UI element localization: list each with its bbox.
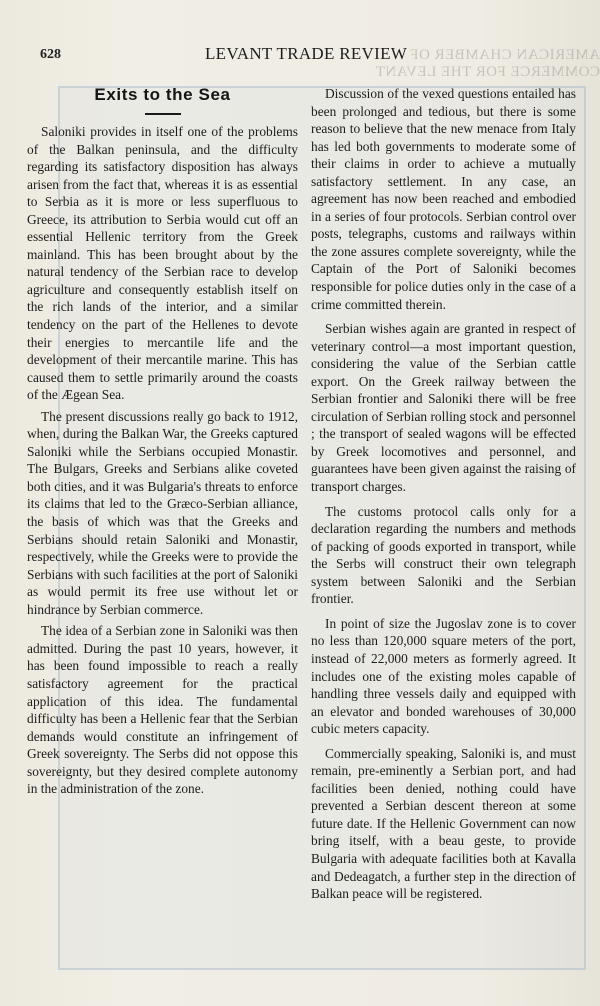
- paragraph: Commercially speaking, Saloniki is, and must remain, pre-eminently a Serbian port, and had facilities been denied, nothing could have prevented a Serbian descent thereon at some future date. If the Hellenic Government can now bring itself, with a beau geste, to provide Bulgaria with adequate facilities both at Kavalla and Dedeagatch, a further step in the direction of Balkan peace will be registered.: [311, 745, 576, 902]
- paragraph: Discussion of the vexed questions entailed has been prolonged and tedious, but there is some reason to believe that the new menace from Italy has led both governments to moderate some of their claims in order to achieve a mutually satisfactory settlement. In any case, an agreement has now been reached and embodied in a series of four protocols. Serbian control over posts, telegraphs, customs and railways within the zone assures complete sovereignty, while the Captain of the Port of Saloniki becomes responsible for police duties only in the case of a crime committed therein.: [311, 86, 576, 312]
- right-column: [311, 85, 576, 903]
- page-number: 628: [40, 47, 61, 62]
- article-title: Exits to the Sea: [94, 85, 231, 104]
- paragraph: The customs protocol calls only for a declaration regarding the numbers and methods of packing of goods exported in transport, while the Serbs will construct their own telegraph system between Saloniki and the Serbian frontier.: [311, 503, 576, 607]
- paragraph: Serbian wishes again are granted in respect of veterinary control—a most important question, considering the value of the Serbian cattle export. On the Greek railway between the Serbian frontier and Saloniki there will be free circulation of Serbian rolling stock and personnel ; the transport of sealed wagons will be effected by Greek locomotives and personnel, and guarantees have been given against the raising of transport charges.: [311, 321, 576, 495]
- paragraph: In point of size the Jugoslav zone is to cover no less than 120,000 square meters of the port, instead of 22,000 meters as formerly agreed. It includes one of the existing moles capable of handling three vessels daily and equipped with an elevator and bonded warehouses of 30,000 cubic meters capacity.: [311, 615, 576, 737]
- bleed-through-header: AMERICAN CHAMBER OF COMMERCE FOR THE LEVANT: [375, 47, 600, 80]
- paragraph: Saloniki provides in itself one of the problems of the Balkan peninsula, and the difficulty regarding its satisfactory disposition has always arisen from the fact that, whereas it is as essential to Serbia as it is more or less superfluous to Greece, its attribution to Serbia would cut off an essential Hellenic territory from the Greek mainland. This has been brought about by the natural tendency of the Serbian race to develop agriculture and consequently establish itself on the rich lands of the interior, and a similar tendency on the part of the Hellenes to devote their energies to mercantile life and the development of their mercantile marine. This has caused them to settle primarily around the coasts of the Ægean Sea.: [27, 124, 298, 403]
- paragraph: The idea of a Serbian zone in Saloniki was then admitted. During the past 10 years, however, it has been found impossible to reach a really satisfactory agreement for the practical application of this idea. The fundamental difficulty has been a Hellenic fear that the Serbian demands would constitute an infringement of Greek sovereignty. The Serbs did not oppose this sovereignty, but they desired complete autonomy in the administration of the zone.: [27, 623, 298, 797]
- paragraph: The present discussions really go back to 1912, when, during the Balkan War, the Greeks captured Saloniki while the Serbians occupied Monastir. The Bulgars, Greeks and Serbians alike coveted both cities, and it was Bulgaria's threats to enforce its claims that led to the Græco-Serbian alliance, the basis of which was that the Greeks and Serbians should retain Saloniki and Monastir, respectively, while the Greeks were to provide the Serbians with such facilities at the port of Saloniki as would permit its free use without let or hindrance by Serbian commerce.: [27, 408, 298, 617]
- journal-title: LEVANT TRADE REVIEW: [205, 44, 408, 63]
- title-rule: [145, 113, 181, 115]
- left-column: [27, 86, 298, 798]
- running-head: [0, 44, 600, 64]
